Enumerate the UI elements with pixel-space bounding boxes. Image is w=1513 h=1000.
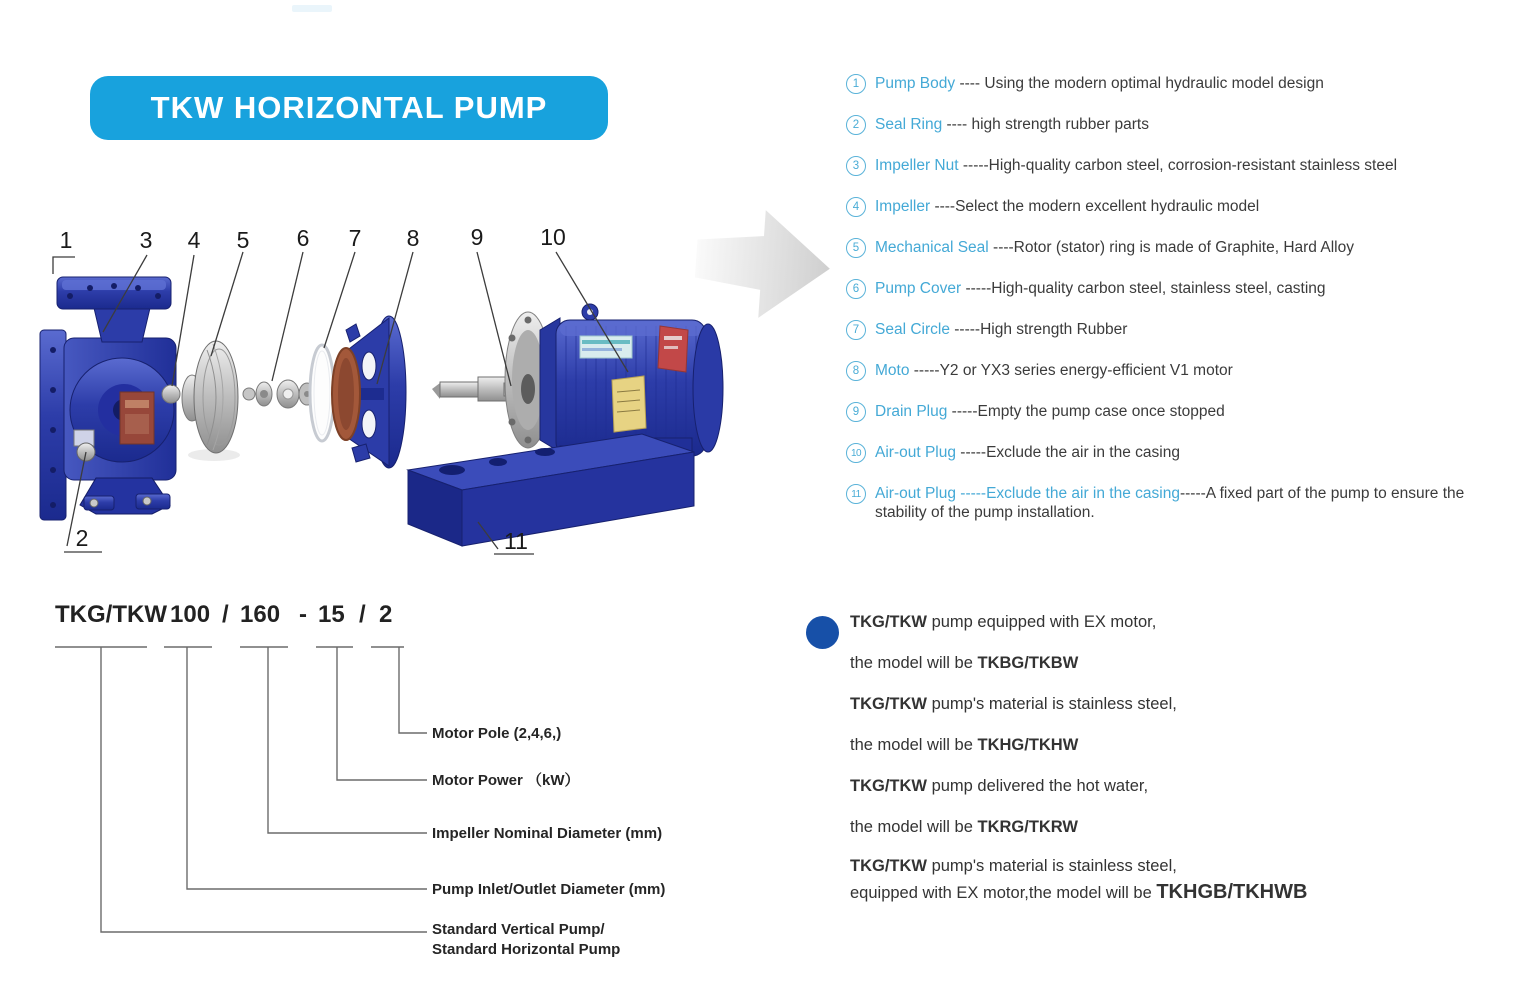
variant-series: TKG/TKW (850, 857, 927, 875)
pump-exploded-diagram (20, 195, 780, 595)
impeller-nut (162, 385, 180, 403)
part-number-badge: 5 (846, 238, 866, 258)
variant-series: TKG/TKW (850, 695, 927, 713)
part-number-label: 11 (504, 528, 528, 554)
variant-text: pump's material is stainless steel, (926, 857, 1177, 875)
variant-text: pump delivered the hot water, (926, 777, 1149, 795)
part-number-badge: 10 (846, 443, 866, 463)
part-description: -----A fixed part of the pump to ensure the stability of the pump installation. (875, 485, 1465, 521)
label-impeller-diameter: Impeller Nominal Diameter (mm) (432, 825, 663, 842)
variant-line (850, 694, 1450, 714)
part-number-badge: 2 (846, 115, 866, 135)
part-number-badge: 1 (846, 74, 866, 94)
part-number-badge: 11 (846, 484, 866, 504)
part-number-label: 10 (540, 224, 566, 250)
part-name: Drain Plug (875, 403, 948, 420)
variant-line (850, 612, 1450, 632)
mechanical-seal-parts (243, 380, 315, 408)
variant-text: equipped with EX motor,the model will be (850, 884, 1157, 902)
variant-line (850, 817, 1450, 837)
part-name: Impeller Nut (875, 157, 959, 174)
part-description: -----High strength Rubber (949, 321, 1128, 338)
label-pump-type-line2: Standard Horizontal Pump (432, 941, 621, 958)
part-number-badge: 7 (846, 320, 866, 340)
part-number-label: 5 (236, 227, 250, 253)
pump-cover (332, 316, 406, 468)
part-number-label: 9 (470, 224, 484, 250)
nameplate (612, 376, 646, 432)
variant-text: the model will be (850, 654, 978, 672)
model-code-slash: / (222, 601, 229, 628)
model-code-series: TKG/TKW (55, 601, 167, 628)
parts-list-item (846, 197, 1506, 217)
title-banner (90, 76, 608, 140)
label-pump-type (432, 920, 620, 960)
model-code-dash: - (299, 601, 307, 628)
part-name: Seal Circle (875, 321, 950, 338)
motor-sticker (580, 336, 632, 358)
parts-list-item (846, 402, 1506, 422)
parts-list-item (846, 74, 1506, 94)
part-description: ----Select the modern excellent hydraulic model (930, 198, 1260, 215)
part-description: -----Empty the pump case once stopped (947, 403, 1225, 420)
parts-list-item (846, 361, 1506, 381)
part-name: Moto (875, 362, 910, 379)
parts-list-item (846, 279, 1506, 299)
variant-model: TKHGB/TKHWB (1156, 881, 1308, 903)
part-number-label: 8 (406, 225, 420, 251)
variant-text: the model will be (850, 736, 978, 754)
arrow-right-icon (692, 200, 838, 336)
parts-list-item (846, 443, 1506, 463)
variant-line (850, 856, 1450, 876)
label-inlet-diameter: Pump Inlet/Outlet Diameter (mm) (432, 881, 666, 898)
impeller (182, 341, 240, 461)
bullet-dot (806, 616, 839, 649)
parts-list-item (846, 115, 1506, 135)
label-motor-pole: Motor Pole (2,4,6,) (432, 725, 562, 742)
part-description: -----Y2 or YX3 series energy-efficient V1 motor (909, 362, 1233, 379)
variant-line (850, 776, 1450, 796)
part-number-label: 3 (139, 227, 153, 253)
part-number-badge: 3 (846, 156, 866, 176)
base-block (408, 434, 694, 546)
top-accent-dash (292, 5, 332, 12)
parts-list-item (846, 484, 1506, 522)
variant-line (850, 653, 1450, 673)
part-description: -----High-quality carbon steel, stainless steel, casting (961, 280, 1326, 297)
parts-list-item (846, 156, 1506, 176)
part-number-label: 7 (348, 225, 362, 251)
model-code-connector-lines (40, 638, 440, 962)
model-code (0, 601, 450, 631)
parts-list (846, 74, 1506, 543)
part-description: ---- Using the modern optimal hydraulic model design (955, 75, 1324, 92)
variant-series: TKG/TKW (850, 777, 927, 795)
variant-text: the model will be (850, 818, 978, 836)
variant-model: TKBG/TKBW (977, 654, 1079, 672)
model-code-inlet: 100 (170, 601, 211, 628)
variant-model: TKHG/TKHW (977, 736, 1079, 754)
variant-text: pump equipped with EX motor, (926, 613, 1157, 631)
part-name: Pump Body (875, 75, 956, 92)
part-description: ---- high strength rubber parts (942, 116, 1149, 133)
seal-circle (310, 345, 334, 441)
variant-text: pump's material is stainless steel, (926, 695, 1177, 713)
part-number-badge: 4 (846, 197, 866, 217)
part-number-label: 2 (75, 525, 89, 551)
part-description: ----Rotor (stator) ring is made of Graphite, Hard Alloy (988, 239, 1354, 256)
motor (432, 304, 723, 462)
part-name: Air-out Plug -----Exclude the air in the casing (875, 485, 1180, 502)
part-name: Air-out Plug (875, 444, 956, 461)
part-description: -----Exclude the air in the casing (955, 444, 1180, 461)
part-name: Impeller (875, 198, 931, 215)
variant-line (850, 882, 1450, 903)
part-number-badge: 6 (846, 279, 866, 299)
variant-series: TKG/TKW (850, 613, 927, 631)
part-number-label: 1 (59, 227, 73, 253)
part-number-label: 4 (187, 227, 201, 253)
pump-body (40, 277, 176, 520)
model-code-pole: 2 (379, 601, 393, 628)
part-name: Seal Ring (875, 116, 943, 133)
variant-model: TKRG/TKRW (977, 818, 1078, 836)
label-motor-power: Motor Power （kW） (432, 772, 580, 789)
model-code-slash: / (359, 601, 366, 628)
part-name: Mechanical Seal (875, 239, 989, 256)
parts-list-item (846, 320, 1506, 340)
part-description: -----High-quality carbon steel, corrosion-resistant stainless steel (958, 157, 1398, 174)
part-number-badge: 8 (846, 361, 866, 381)
model-variants (850, 612, 1450, 924)
variant-line (850, 735, 1450, 755)
part-number-badge: 9 (846, 402, 866, 422)
label-pump-type-line1: Standard Vertical Pump/ (432, 921, 605, 938)
parts-list-item (846, 238, 1506, 258)
part-name: Pump Cover (875, 280, 962, 297)
page-title: TKW HORIZONTAL PUMP (150, 90, 548, 125)
part-number-label: 6 (296, 225, 310, 251)
model-code-power: 15 (318, 601, 345, 628)
model-code-impeller: 160 (240, 601, 281, 628)
